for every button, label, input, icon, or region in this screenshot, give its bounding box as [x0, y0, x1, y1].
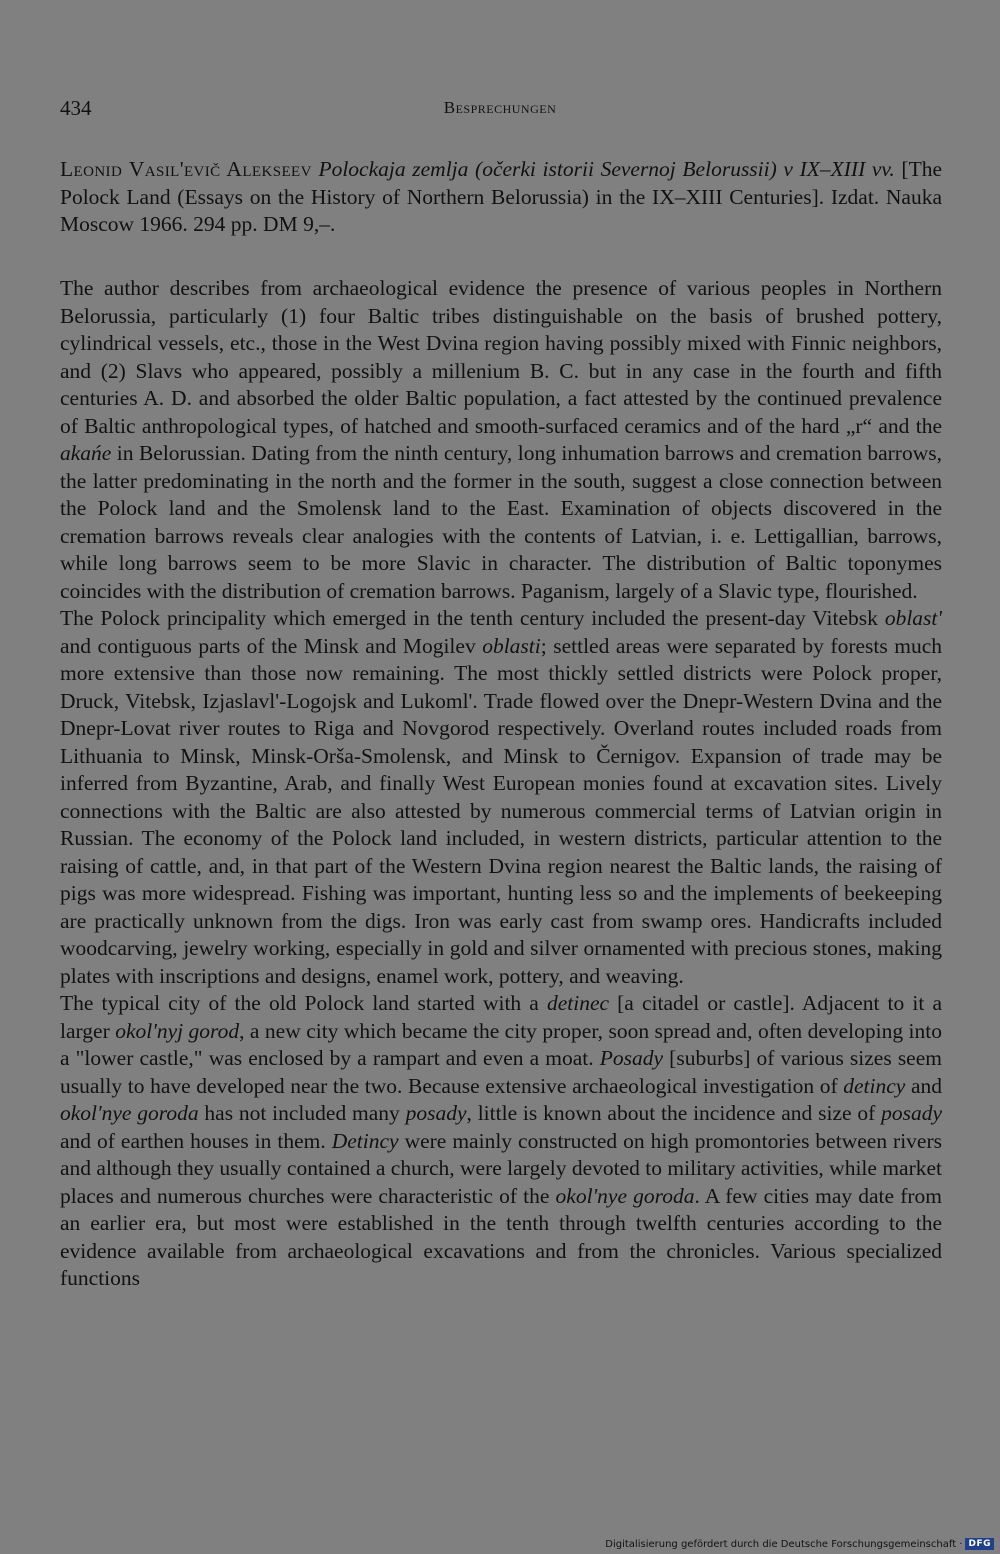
- book-citation: [60, 156, 942, 239]
- italic-term: oblast': [884, 606, 942, 630]
- text-run: [a citadel or castle]. Adjacent to it a larger: [60, 991, 943, 1043]
- italic-term: Posady: [599, 1046, 664, 1070]
- italic-term: posady: [881, 1101, 942, 1125]
- running-head: Besprechungen: [443, 98, 557, 117]
- text-run: The typical city of the old Polock land started with a: [60, 991, 547, 1015]
- text-run: , a new city which became the city proper, soon spread and, often developing into a "lower castle," was enclosed by a rampart and even a moat.: [60, 1018, 942, 1070]
- review-paragraph: [60, 990, 942, 1293]
- text-run: , little is known about the incidence and size of: [466, 1101, 882, 1125]
- page-footer: [605, 1538, 994, 1550]
- text-run: The Polock principality which emerged in the tenth century included the present-day Vitebsk: [60, 606, 885, 630]
- text-run: and contiguous parts of the Minsk and Mogilev: [60, 633, 483, 658]
- footer-credit: Digitalisierung gefördert durch die Deutsche Forschungsgemeinschaft ·: [605, 1538, 963, 1550]
- italic-term: oblasti: [482, 633, 541, 658]
- citation-title: Polockaja zemlja (očerki istorii Severnoj Belorussii) v IX–XIII vv.: [318, 157, 895, 181]
- page-number: 434: [60, 96, 92, 120]
- page-header: [60, 96, 940, 126]
- review-body: [60, 275, 942, 1293]
- text-run: The author describes from archaeological evidence the presence of various peoples in Northern Belorussia, particularly (1) four Baltic tribes distinguishable on the basis of brushed pottery, cylindrical vessels, etc., those in the West Dvina region having possibly mixed with Finnic neighbors, and (2) Slavs who appeared, possibly a millenium B. C. but in any case in the fourth and fifth centuries A. D. and absorbed the older Baltic population, a fact attested by the continued prevalence of Baltic anthropological types, of hatched and smooth-surfaced ceramics and of the hard „r“ and the: [60, 276, 942, 438]
- review-paragraph: [60, 605, 942, 990]
- text-run: has not included many: [198, 1101, 406, 1125]
- italic-term: detinec: [546, 991, 610, 1015]
- italic-term: okol'nye goroda: [555, 1183, 695, 1208]
- italic-term: detincy: [843, 1073, 906, 1098]
- italic-term: Detincy: [331, 1128, 399, 1153]
- text-run: in Belorussian. Dating from the ninth century, long inhumation barrows and cremation barrows, the latter predominating in the north and the former in the south, suggest a close connection between the Polock land and the Smolensk land to the East. Examination of objects discovered in the cremation barrows reveals clear analogies with the contents of Latvian, i. e. Lettigallian, barrows, while long barrows seem to be more Slavic in character. The distribution of Baltic toponymes coincides with the distribution of cremation barrows. Paganism, largely of a Slavic type, flourished.: [60, 441, 942, 603]
- text-run: [suburbs] of various sizes seem usually to have developed near the two. Because extensive archaeological investigation of: [60, 1046, 942, 1098]
- citation-author: Leonid Vasil'evič Alekseev: [60, 157, 312, 181]
- italic-term: okol'nyj gorod: [115, 1018, 240, 1043]
- citation-details: [The Polock Land (Essays on the History of Northern Belorussia) in the IX–XIII Centuries]. Izdat. Nauka Moscow 1966. 294 pp. DM 9,–.: [60, 157, 942, 236]
- text-run: were mainly constructed on high promontories between rivers and although they usually contained a church, were largely devoted to military activities, while market places and numerous churches were characteristic of the: [60, 1128, 943, 1208]
- review-paragraph: [60, 275, 942, 605]
- text-run: and: [905, 1073, 942, 1098]
- dfg-logo: DFG: [965, 1538, 994, 1550]
- text-run: and of earthen houses in them.: [60, 1128, 332, 1153]
- italic-term: akańe: [60, 441, 112, 465]
- italic-term: posady: [405, 1101, 467, 1125]
- text-run: . A few cities may date from an earlier era, but most were established in the tenth through twelfth centuries according to the evidence available from archaeological excavations and from the chronicles. Various specialized functions: [60, 1183, 942, 1290]
- italic-term: okol'nye goroda: [60, 1101, 199, 1125]
- text-run: ; settled areas were separated by forests much more extensive than those now remaining. The most thickly settled districts were Polock proper, Druck, Vitebsk, Izjaslavl'-Logojsk and Lukoml'. Trade flowed over the Dnepr-Western Dvina and the Dnepr-Lovat river routes to Riga and Novgorod respectively. Overland routes included roads from Lithuania to Minsk, Minsk-Orša-Smolensk, and Minsk to Černigov. Expansion of trade may be inferred from Byzantine, Arab, and finally West European monies found at excavation sites. Lively connections with the Baltic are also attested by numerous commercial terms of Latvian origin in Russian. The economy of the Polock land included, in western districts, particular attention to the raising of cattle, and, in that part of the Western Dvina region nearest the Baltic lands, the raising of pigs was more widespread. Fishing was important, hunting less so and the implements of beekeeping are practically unknown from the digs. Iron was early cast from swamp ores. Handicrafts included woodcarving, jewelry working, especially in gold and silver ornamented with precious stones, making plates with inscriptions and designs, enamel work, pottery, and weaving.: [60, 633, 942, 988]
